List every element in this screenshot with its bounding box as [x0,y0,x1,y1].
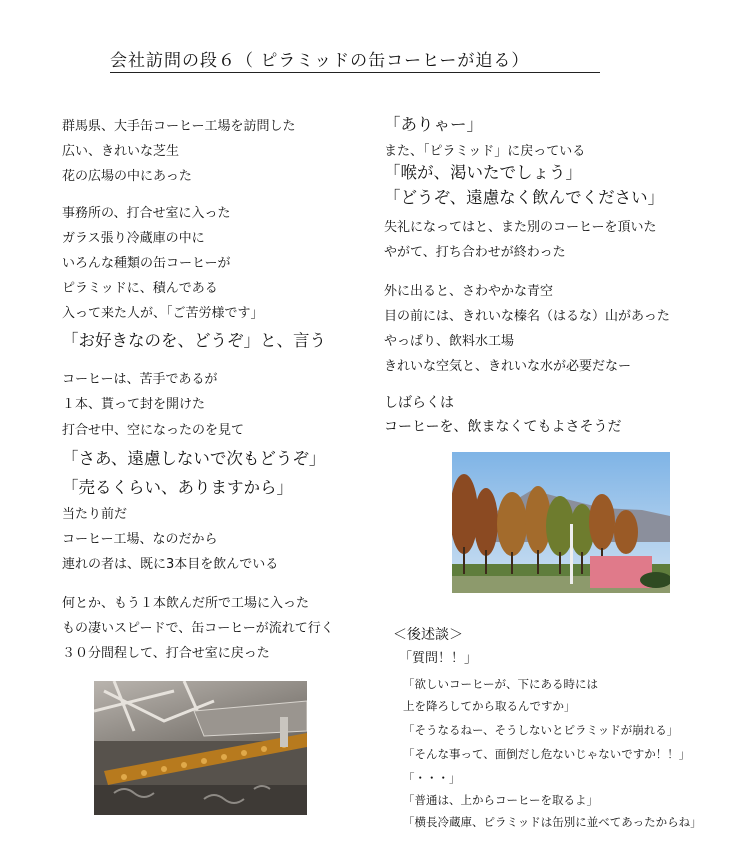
right-line: やがて、打ち合わせが終わった [384,245,566,260]
left-line: 打合せ中、空になったのを見て [62,423,245,438]
right-line: やっぱり、飲料水工場 [384,334,515,349]
left-line-emphasis: 「売るくらい、ありますから」 [62,478,293,497]
afterword-line: 「そんな事って、面倒だし危ないじゃないですか！！」 [403,747,691,761]
right-line: 目の前には、きれいな榛名（はるな）山があった [384,309,670,324]
right-line: しばらくは [384,395,454,411]
afterword-line: 「・・・」 [403,771,461,785]
left-line: 当たり前だ [62,507,128,522]
afterword-line: 「そうなるねー、そうしないとピラミッドが崩れる」 [403,723,679,737]
afterword-line: 上を降ろしてから取るんですか」 [403,699,576,713]
left-line: １本、貰って封を開けた [62,397,206,412]
left-line: 広い、きれいな芝生 [62,144,180,159]
left-line: ピラミッドに、積んである [62,281,218,296]
right-line-emphasis: 「どうぞ、遠慮なく飲んでください」 [384,188,665,207]
factory-conveyor-photo [94,681,307,815]
right-line-emphasis: 「ありゃー」 [384,115,483,134]
right-line-emphasis: 「喉が、渇いたでしょう」 [384,163,582,182]
left-line: コーヒーは、苦手であるが [62,372,218,387]
left-line-emphasis: 「お好きなのを、どうぞ」と、言う [62,331,326,350]
right-line: 外に出ると、さわやかな青空 [384,284,554,299]
left-line: 入って来た人が、「ご苦労様です」 [62,306,264,321]
right-line: きれいな空気と、きれいな水が必要だなー [384,359,632,374]
afterword-question: 「質問！！」 [399,651,478,666]
afterword-heading: ＜後述談＞ [393,627,463,643]
left-line: 群馬県、大手缶コーヒー工場を訪問した [62,119,296,134]
left-line: 何とか、もう１本飲んだ所で工場に入った [62,596,310,611]
left-line-emphasis: 「さあ、遠慮しないで次もどうぞ」 [62,449,326,468]
right-line: また、「ピラミッド」に戻っている [384,144,586,159]
left-line: コーヒー工場、なのだから [62,532,218,547]
afterword-line: 「横長冷蔵庫、ピラミッドは缶別に並べてあったからね」 [403,815,702,829]
left-line: もの凄いスピードで、缶コーヒーが流れて行く [62,621,334,636]
trees-mountain-photo [452,452,670,593]
right-column [384,0,714,440]
afterword-line: 「普通は、上からコーヒーを取るよ」 [403,793,599,807]
left-line: 事務所の、打合せ室に入った [62,206,231,221]
right-line: 失礼になってはと、また別のコーヒーを頂いた [384,220,657,235]
left-column [62,0,362,700]
right-line: コーヒーを、飲まなくてもよさそうだ [384,419,622,435]
left-line: ３０分間程して、打合せ室に戻った [62,646,270,661]
left-line: 花の広場の中にあった [62,169,192,184]
afterword-line: 「欲しいコーヒーが、下にある時には [403,677,599,691]
left-line: 連れの者は、既に3本目を飲んでいる [62,557,279,572]
page-title: 会社訪問の段６（ ピラミッドの缶コーヒーが迫る） [110,46,600,73]
left-line: ガラス張り冷蔵庫の中に [62,231,205,246]
left-line: いろんな種類の缶コーヒーが [62,256,231,271]
afterword-section [393,620,723,840]
